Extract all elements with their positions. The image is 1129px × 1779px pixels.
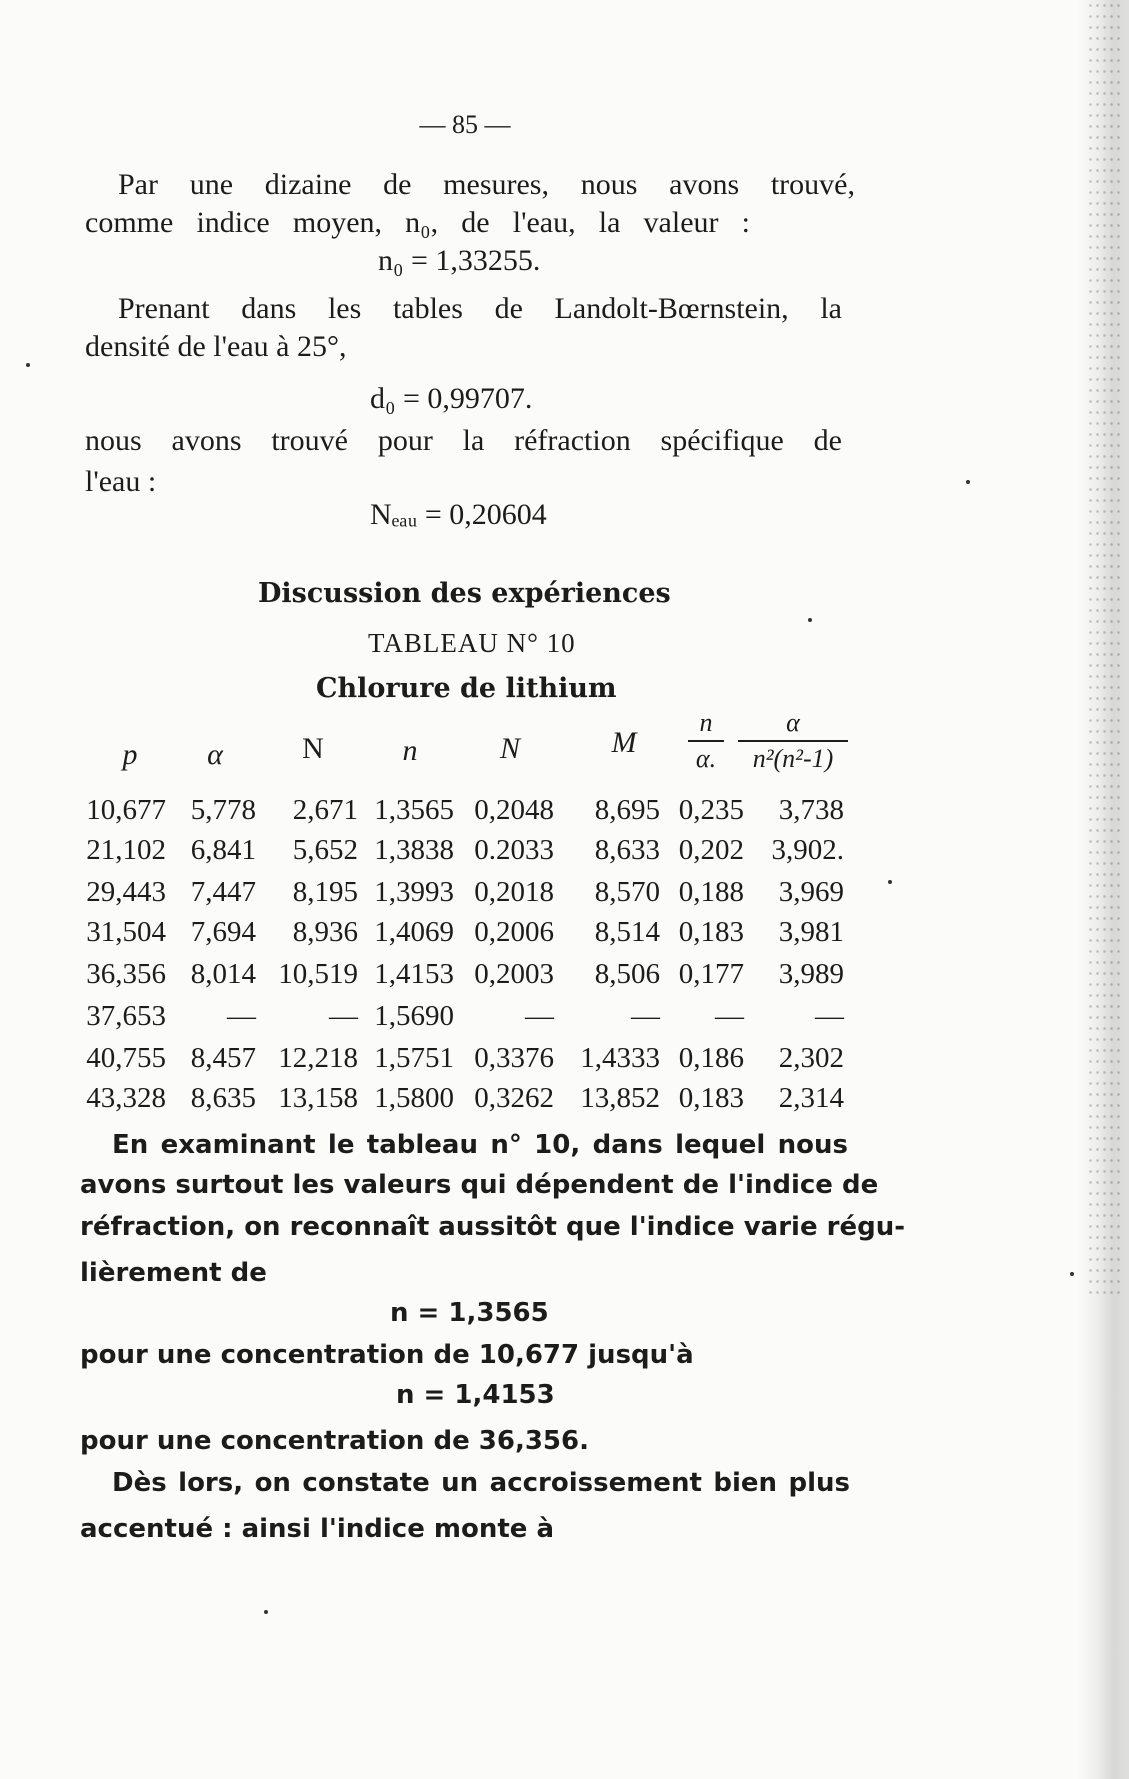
paragraph-line: l'eau : [85,465,157,498]
cell-N-specific: 0,2006 [474,916,554,948]
header-N-specific: N [499,732,520,765]
paragraph-line: lièrement de [80,1258,267,1288]
cell-n: 1,3565 [374,794,454,826]
header-N: N [302,732,324,765]
table-row [80,912,850,952]
cell-N: 5,652 [292,834,358,866]
cell-N: — [329,1000,358,1032]
cell-alpha: 8,457 [190,1042,256,1074]
cell-N: 8,936 [292,916,358,948]
cell-alpha-n2: 3,981 [778,916,844,948]
paragraph-line: pour une concentration de 36,356. [80,1426,589,1456]
cell-N: 12,218 [278,1042,358,1074]
cell-n: 1,5800 [374,1082,454,1114]
scan-speck [26,363,30,367]
frac-denominator: α. [695,744,717,773]
cell-N-specific: 0,2003 [474,958,554,990]
cell-M: 1,4333 [580,1042,660,1074]
section-heading: Discussion des expériences [258,578,671,609]
cell-n: 1,3838 [374,834,454,866]
paragraph-line: Par une dizaine de mesures, nous avons trouvé, [118,168,855,201]
cell-n: 1,4069 [374,916,454,948]
cell-alpha-n2: 3,969 [778,876,844,908]
cell-n-alpha: 0,177 [678,958,744,990]
cell-alpha-n2: 3,902. [771,834,844,866]
cell-N: 10,519 [278,958,358,990]
cell-N-specific: 0.2033 [474,834,554,866]
scan-speck [264,1610,268,1614]
cell-p: 31,504 [86,916,166,948]
cell-n-alpha: 0,183 [678,916,744,948]
page-number: — 85 — [419,110,511,139]
frac-denominator: n²(n²-1) [752,744,834,773]
equation-d0: d₀ = 0,99707. [370,382,533,415]
cell-M: 8,506 [594,958,660,990]
table-row [80,872,850,912]
scan-speck [966,480,970,484]
cell-N: 2,671 [292,794,358,826]
paragraph-line: En examinant le tableau n° 10, dans lequel nous [112,1130,848,1160]
cell-N: 8,195 [292,876,358,908]
table-title: Chlorure de lithium [316,673,617,704]
table-row [80,954,850,994]
table-label: TABLEAU N° 10 [368,628,576,658]
paragraph-line: Dès lors, on constate un accroissement bien plus [112,1468,850,1498]
cell-N-specific: 0,3262 [474,1082,554,1114]
paragraph-line: comme indice moyen, n₀, de l'eau, la valeur : [85,206,750,239]
cell-alpha: 6,841 [190,834,256,866]
cell-p: 29,443 [86,876,166,908]
cell-N-specific: 0,2048 [474,794,554,826]
equation-n0: n₀ = 1,33255. [378,244,541,277]
cell-p: 37,653 [86,1000,166,1032]
cell-n: 1,3993 [374,876,454,908]
cell-p: 21,102 [86,834,166,866]
cell-alpha: — [227,1000,256,1032]
header-n: n [402,734,418,767]
paragraph-line: accentué : ainsi l'indice monte à [80,1514,555,1544]
cell-alpha-n2: 2,314 [778,1082,844,1114]
table-row [80,996,850,1036]
table-row [80,1078,850,1118]
header-alpha-over-n2 [738,708,848,774]
frac-numerator: n [699,708,713,737]
cell-n-alpha: — [715,1000,744,1032]
header-alpha: α [207,738,223,771]
cell-N: 13,158 [278,1082,358,1114]
cell-p: 10,677 [86,794,166,826]
cell-n: 1,5751 [374,1042,454,1074]
cell-alpha-n2: — [815,1000,844,1032]
paragraph-line: nous avons trouvé pour la réfraction spécifique de [85,424,842,457]
header-n-over-alpha [688,708,724,774]
cell-n-alpha: 0,183 [678,1082,744,1114]
cell-N-specific: 0,2018 [474,876,554,908]
cell-n: 1,5690 [374,1000,454,1032]
cell-alpha: 7,694 [190,916,256,948]
table-row [80,830,850,870]
cell-alpha-n2: 3,989 [778,958,844,990]
cell-N-specific: — [525,1000,554,1032]
cell-M: 8,633 [594,834,660,866]
page-edge-shadow [1077,0,1129,1779]
cell-M: 8,570 [594,876,660,908]
table-row [80,790,850,830]
cell-M: 8,695 [594,794,660,826]
cell-N-specific: 0,3376 [474,1042,554,1074]
paragraph-line: Prenant dans les tables de Landolt-Bœrnstein, la [118,292,842,325]
equation-n-start: n = 1,3565 [390,1298,549,1328]
cell-M: 8,514 [594,916,660,948]
paragraph-line: pour une concentration de 10,677 jusqu'à [80,1340,694,1370]
cell-alpha: 7,447 [190,876,256,908]
cell-n-alpha: 0,202 [678,834,744,866]
paragraph-line: réfraction, on reconnaît aussitôt que l'indice varie régu- [80,1212,905,1242]
cell-n-alpha: 0,235 [678,794,744,826]
cell-p: 40,755 [86,1042,166,1074]
scan-speck [808,618,812,622]
cell-n: 1,4153 [374,958,454,990]
cell-M: 13,852 [580,1082,660,1114]
cell-n-alpha: 0,188 [678,876,744,908]
scan-speck [1070,1272,1074,1276]
paragraph-line: densité de l'eau à 25°, [85,330,347,363]
header-p: p [122,738,138,771]
cell-alpha: 5,778 [190,794,256,826]
header-M: M [611,726,637,759]
frac-numerator: α [786,708,800,737]
cell-alpha: 8,635 [190,1082,256,1114]
scan-speck [888,880,892,884]
equation-neau: Nₑₐᵤ = 0,20604 [370,498,547,531]
cell-p: 43,328 [86,1082,166,1114]
cell-M: — [631,1000,660,1032]
cell-alpha-n2: 2,302 [778,1042,844,1074]
cell-n-alpha: 0,186 [678,1042,744,1074]
equation-n-end: n = 1,4153 [396,1380,555,1410]
cell-p: 36,356 [86,958,166,990]
cell-alpha: 8,014 [190,958,256,990]
cell-alpha-n2: 3,738 [778,794,844,826]
paragraph-line: avons surtout les valeurs qui dépendent de l'indice de [80,1170,879,1200]
table-row [80,1038,850,1078]
